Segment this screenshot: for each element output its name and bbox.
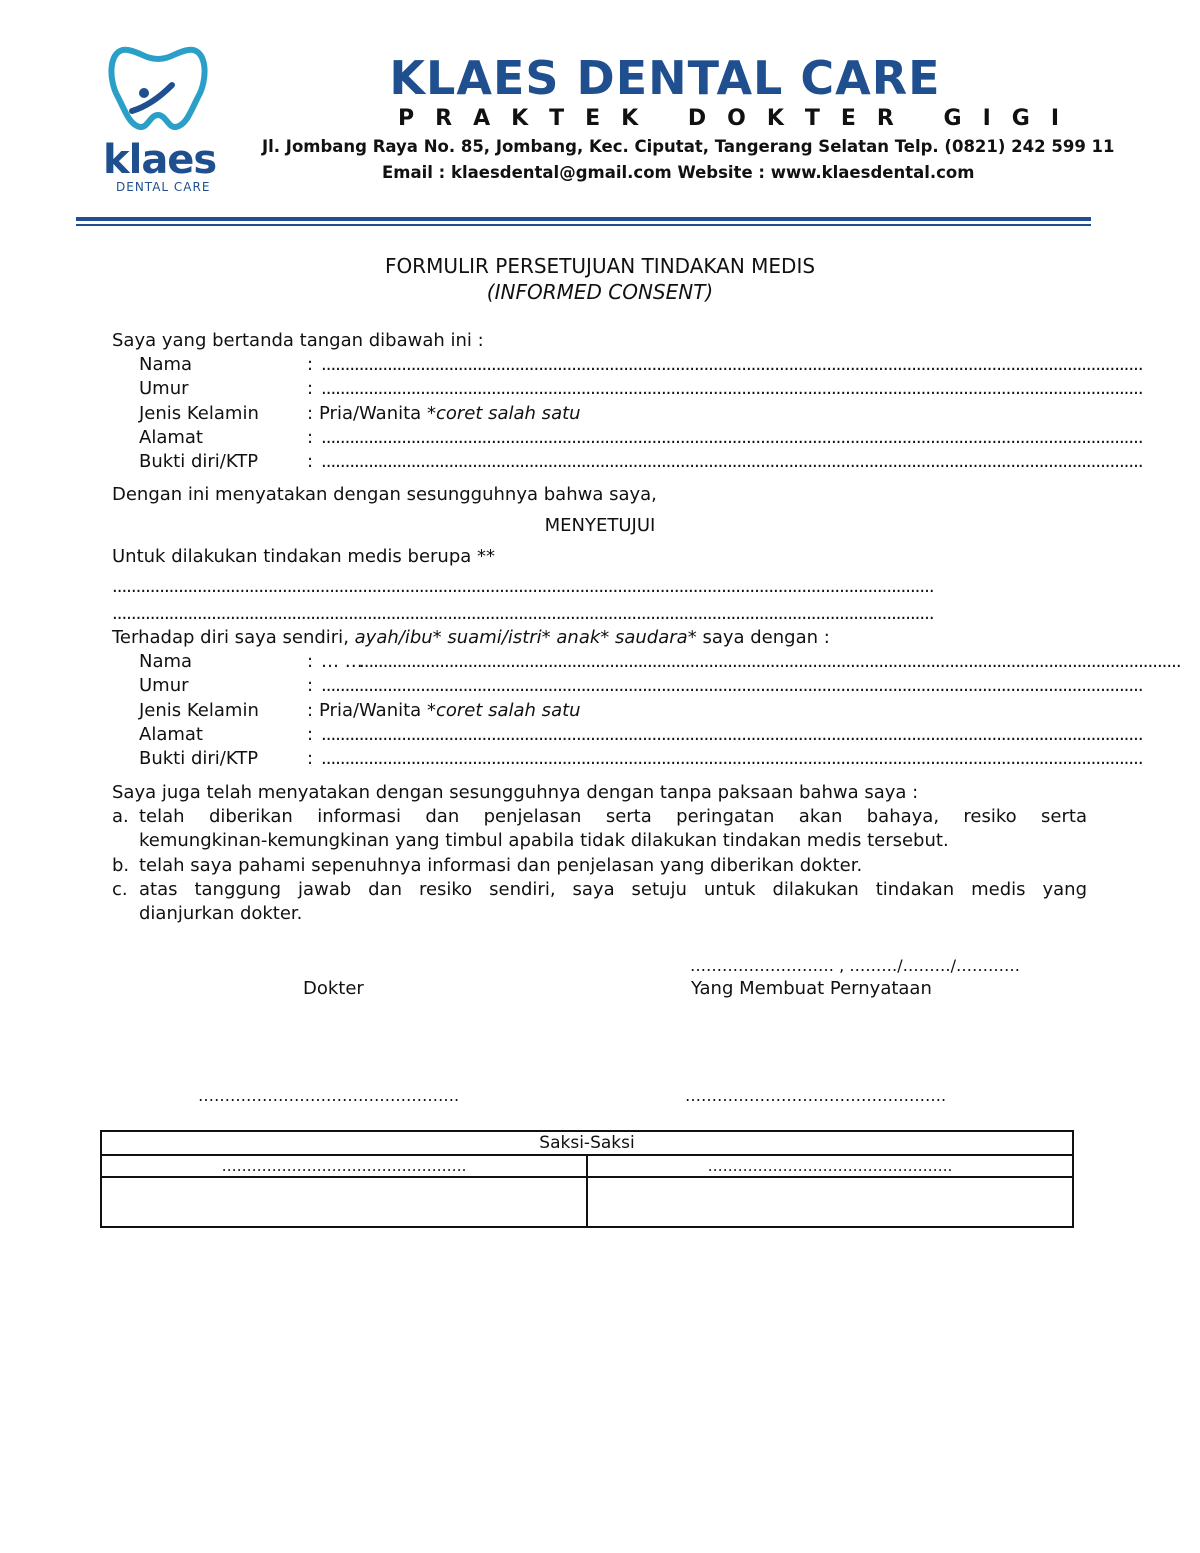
agree-heading: MENYETUJUI	[544, 515, 656, 536]
gender-field-2	[319, 699, 581, 723]
declaration-text: Dengan ini menyatakan dengan sesungguhnya bahwa saya,	[112, 484, 657, 505]
target-suffix: saya dengan :	[702, 627, 830, 648]
form-title: FORMULIR PERSETUJUAN TINDAKAN MEDIS	[384, 254, 816, 278]
field-colon: :	[307, 748, 314, 769]
target-options[interactable]: ayah/ibu* suami/istri* anak* saudara*	[354, 627, 697, 648]
declarant-signature-line[interactable]: ………………………………………….	[685, 1086, 947, 1105]
field-label-umur: Umur	[139, 378, 189, 399]
clinic-address: Jl. Jombang Raya No. 85, Jombang, Kec. Ciputat, Tangerang Selatan Telp. (0821) 242 599 11	[262, 137, 1115, 156]
field-colon: :	[307, 651, 314, 672]
declarant-label: Yang Membuat Pernyataan	[691, 978, 932, 999]
witness-header: Saksi-Saksi	[101, 1131, 1073, 1155]
header-divider-thin	[76, 224, 1091, 226]
procedure-label: Untuk dilakukan tindakan medis berupa **	[112, 546, 496, 567]
statement-a-line1: telah diberikan informasi dan penjelasan serta peringatan akan bahaya, resiko serta	[139, 806, 1087, 827]
field-dots-nama[interactable]: ..............................................................................................................................................................................	[321, 354, 1143, 375]
target-line	[112, 626, 830, 650]
field-label-alamat-2: Alamat	[139, 724, 203, 745]
statement-c-line1: atas tanggung jawab dan resiko sendiri, saya setuju untuk dilakukan tindakan medis yang	[139, 879, 1087, 900]
procedure-dots-1[interactable]: ..............................................................................................................................................................................	[112, 576, 934, 597]
statement-marker-b: b.	[112, 855, 130, 876]
clinic-name: KLAES DENTAL CARE	[389, 51, 941, 105]
statement-c-line2: dianjurkan dokter.	[139, 903, 303, 924]
field-dots-nama-2[interactable]: ..............................................................................................................................................................................	[359, 651, 1181, 672]
logo-subtitle: DENTAL CARE	[116, 180, 211, 194]
witness-line-1[interactable]: ………………………………………….	[101, 1155, 587, 1177]
witness-signature-box-2[interactable]	[587, 1177, 1073, 1227]
statement-a-line2: kemungkinan-kemungkinan yang timbul apabila tidak dilakukan tindakan medis tersebut.	[139, 830, 949, 851]
field-colon: :	[307, 451, 314, 472]
procedure-dots-2[interactable]: ..............................................................................................................................................................................	[112, 603, 934, 624]
field-label-bukti-diri: Bukti diri/KTP	[139, 451, 259, 472]
field-label-nama-2: Nama	[139, 651, 193, 672]
witness-signature-row	[101, 1177, 1073, 1227]
witness-names-row	[101, 1155, 1073, 1177]
gender-options[interactable]: Pria/Wanita	[319, 403, 422, 424]
field-dots-bukti-diri-2[interactable]: ..............................................................................................................................................................................	[321, 748, 1143, 769]
field-colon: :	[307, 403, 314, 424]
date-place-line[interactable]: ……………………… , ………/………/…………	[690, 956, 1021, 975]
field-dots-alamat-2[interactable]: ..............................................................................................................................................................................	[321, 724, 1143, 745]
field-label-umur-2: Umur	[139, 675, 189, 696]
form-subtitle: (INFORMED CONSENT)	[486, 280, 714, 304]
witness-header-row	[101, 1131, 1073, 1155]
field-dots-umur-2[interactable]: ..............................................................................................................................................................................	[321, 675, 1143, 696]
field-colon: :	[307, 427, 314, 448]
field-label-alamat: Alamat	[139, 427, 203, 448]
field-dots-bukti-diri[interactable]: ..............................................................................................................................................................................	[321, 451, 1143, 472]
field-dots-alamat[interactable]: ..............................................................................................................................................................................	[321, 427, 1143, 448]
field-label-jenis-kelamin-2: Jenis Kelamin	[139, 700, 259, 721]
gender-note: *coret salah satu	[426, 403, 581, 424]
logo-wordmark: klaes	[103, 137, 217, 183]
statement-b-line1: telah saya pahami sepenuhnya informasi dan penjelasan yang diberikan dokter.	[139, 855, 863, 876]
field-colon: :	[307, 675, 314, 696]
intro-text: Saya yang bertanda tangan dibawah ini :	[112, 330, 484, 351]
field-label-nama: Nama	[139, 354, 193, 375]
statement-marker-c: c.	[112, 879, 128, 900]
statement-marker-a: a.	[112, 806, 129, 827]
name-prefix-2: … …	[321, 651, 363, 672]
clinic-contact: Email : klaesdental@gmail.com Website : www.klaesdental.com	[382, 163, 975, 182]
gender-options-2[interactable]: Pria/Wanita	[319, 700, 422, 721]
field-colon: :	[307, 700, 314, 721]
field-colon: :	[307, 378, 314, 399]
witness-signature-box-1[interactable]	[101, 1177, 587, 1227]
target-prefix: Terhadap diri saya sendiri,	[112, 627, 349, 648]
clinic-subtitle: PRAKTEK DOKTER GIGI	[398, 106, 1081, 131]
doctor-signature-line[interactable]: ………………………………………….	[198, 1086, 460, 1105]
field-dots-umur[interactable]: ..............................................................................................................................................................................	[321, 378, 1143, 399]
witness-line-2[interactable]: ………………………………………….	[587, 1155, 1073, 1177]
field-colon: :	[307, 354, 314, 375]
gender-field	[319, 402, 581, 426]
field-colon: :	[307, 724, 314, 745]
field-label-bukti-diri-2: Bukti diri/KTP	[139, 748, 259, 769]
doctor-label: Dokter	[303, 978, 364, 999]
gender-note-2: *coret salah satu	[426, 700, 581, 721]
field-label-jenis-kelamin: Jenis Kelamin	[139, 403, 259, 424]
witness-table	[100, 1130, 1074, 1228]
header-divider-thick	[76, 217, 1091, 221]
statement-intro: Saya juga telah menyatakan dengan sesungguhnya dengan tanpa paksaan bahwa saya :	[112, 782, 919, 803]
